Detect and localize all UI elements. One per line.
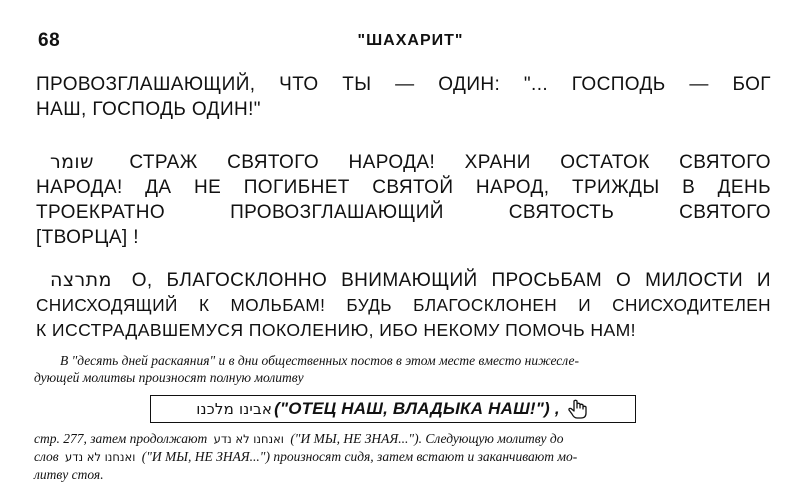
paragraph-2	[36, 150, 771, 250]
prayer-name-translation: ("ОТЕЦ НАШ, ВЛАДЫКА НАШ!") ,	[274, 399, 560, 418]
paragraph-line: [ТВОРЦА] !	[36, 227, 139, 248]
paragraph-line: СНИСХОДЯЩИЙ К МОЛЬБАМ! БУДЬ БЛАГОСКЛОНЕН И СНИСХОДИТЕЛЕН	[36, 295, 771, 315]
paragraph-line-text: СТРАЖ СВЯТОГО НАРОДА! ХРАНИ ОСТАТОК СВЯТОГО	[129, 152, 771, 173]
footer-text: слов	[34, 449, 59, 464]
paragraph-line: К ИССТРАДАВШЕМУСЯ ПОКОЛЕНИЮ, ИБО НЕКОМУ ПОМОЧЬ НАМ!	[36, 320, 636, 340]
page-header	[38, 30, 763, 56]
paragraph-line: НАШ, ГОСПОДЬ ОДИН!"	[36, 99, 261, 120]
footer-line: литву стоя.	[34, 467, 104, 482]
footer-text: ("И МЫ, НЕ ЗНАЯ..."). Следующую молитву до	[290, 431, 564, 446]
note-line: В "десять дней раскаяния" и в дни общественных постов в этом месте вместо нижесле-	[60, 353, 579, 368]
boxed-prayer-reference	[150, 395, 636, 423]
hebrew-phrase: ואנחנו לא נדע	[213, 432, 284, 446]
paragraph-line	[36, 268, 771, 293]
paragraph-line: ТРОЕКРАТНО ПРОВОЗГЛАШАЮЩИЙ СВЯТОСТЬ СВЯТОГО	[36, 202, 771, 223]
paragraph-3	[36, 268, 771, 343]
footer-text: стр. 277, затем продолжают	[34, 431, 208, 446]
footer-text: ("И МЫ, НЕ ЗНАЯ...") произносят сидя, затем встают и заканчивают мо-	[141, 449, 578, 464]
paragraph-line: ПРОВОЗГЛАШАЮЩИЙ, ЧТО ТЫ — ОДИН: "... ГОСПОДЬ — БОГ	[36, 74, 771, 95]
hebrew-word: מתרצה	[50, 269, 112, 291]
paragraph-1	[36, 72, 771, 122]
pointing-hand-icon	[566, 398, 590, 420]
paragraph-line: НАРОДА! ДА НЕ ПОГИБНЕТ СВЯТОЙ НАРОД, ТРИЖДЫ В ДЕНЬ	[36, 177, 771, 198]
note-line: дующей молитвы произносят полную молитву	[34, 370, 304, 385]
footer-instruction	[34, 430, 769, 483]
page-number: 68	[38, 30, 61, 51]
hebrew-phrase: ואנחנו לא נדע	[65, 450, 136, 464]
paragraph-line-text: О, БЛАГОСКЛОННО ВНИМАЮЩИЙ ПРОСЬБАМ О МИЛОСТИ И	[131, 270, 771, 291]
paragraph-line	[36, 150, 771, 175]
footer-line	[34, 448, 769, 466]
instruction-note	[34, 352, 761, 386]
hebrew-word: שומר	[50, 151, 94, 173]
hebrew-prayer-name: אבינו מלכנו	[196, 400, 273, 418]
running-title: "ШАХАРИТ"	[357, 32, 464, 49]
footer-line	[34, 430, 769, 448]
